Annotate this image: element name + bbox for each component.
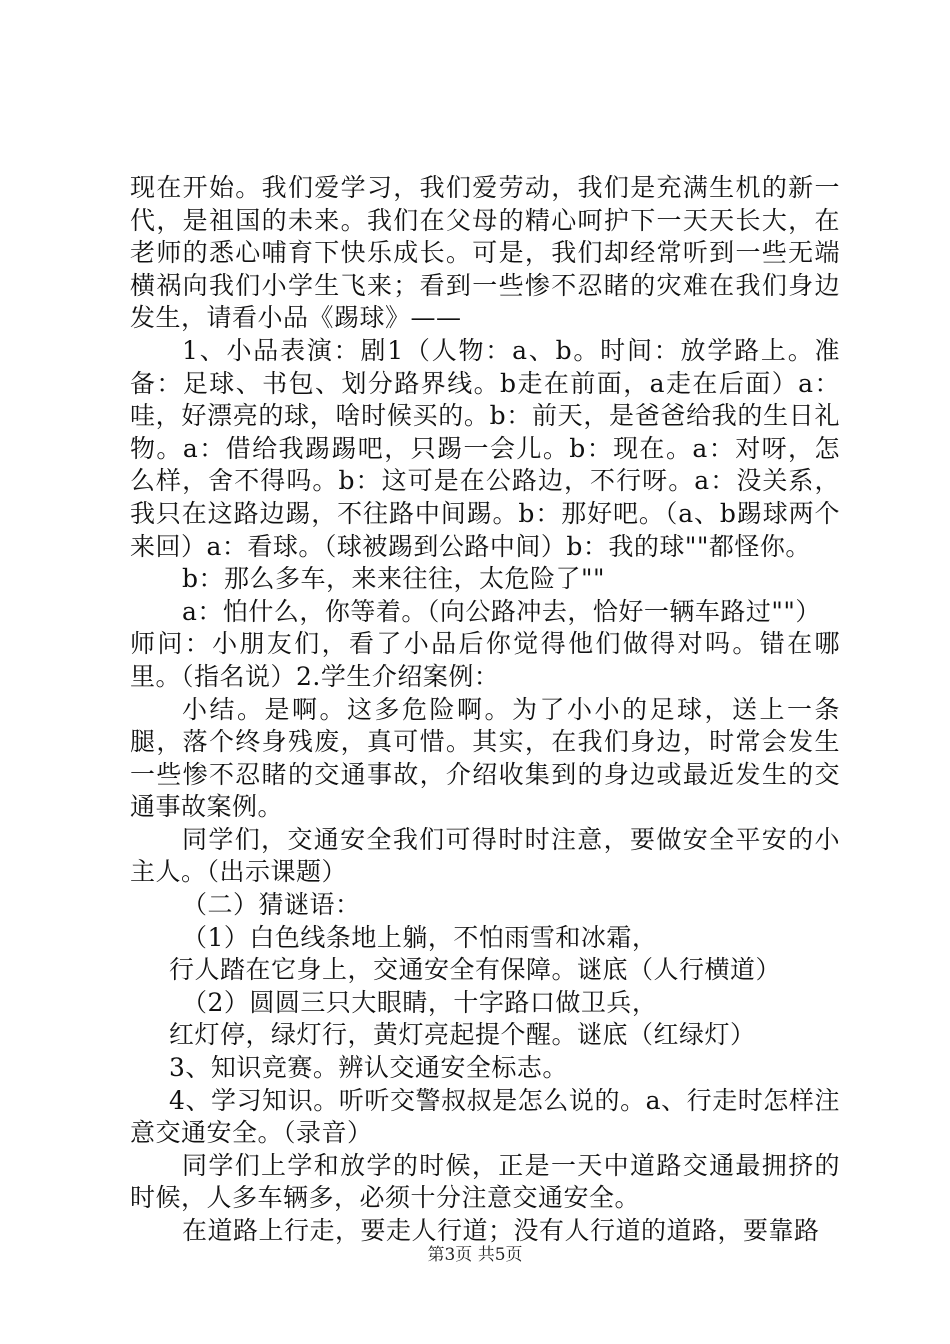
paragraph-rush-hour: 同学们上学和放学的时候，正是一天中道路交通最拥挤的时候，人多车辆多，必须十分注意交通安全。 <box>130 1150 840 1213</box>
paragraph-skit-performance: 1、小品表演：剧1（人物：a、b。时间：放学路上。准备：足球、书包、划分路界线。b走在前面，a走在后面）a：哇，好漂亮的球，啥时候买的。b：前天，是爸爸给我的生日礼物。a：借给我踢踢吧，只踢一会儿。b：现在。a：对呀，怎么样，舍不得吗。b：这可是在公路边，不行呀。a：没关系，我只在这路边踢，不往路中间踢。b：那好吧。（a、b踢球两个来回）a：看球。（球被踢到公路中间）b：我的球""都怪你。 <box>130 335 840 561</box>
page-footer: 第3页 共5页 <box>427 1245 523 1265</box>
paragraph-intro-continued: 现在开始。我们爱学习，我们爱劳动，我们是充满生机的新一代，是祖国的未来。我们在父母的精心呵护下一天天长大，在老师的悉心哺育下快乐成长。可是，我们却经常听到一些无端横祸向我们小学生飞来；看到一些惨不忍睹的灾难在我们身边发生，请看小品《踢球》—— <box>130 173 840 333</box>
paragraph-riddle-2-line-1: （2）圆圆三只大眼睛，十字路口做卫兵， <box>182 987 658 1017</box>
paragraph-riddle-2-line-2: 红灯停，绿灯行，黄灯亮起提个醒。谜底（红绿灯） <box>169 1020 756 1050</box>
paragraph-learn-knowledge: 4、学习知识。听听交警叔叔是怎么说的。a、行走时怎样注意交通安全。（录音） <box>130 1085 840 1148</box>
paragraph-riddle-1-line-1: （1）白色线条地上躺，不怕雨雪和冰霜， <box>182 922 658 952</box>
paragraph-skit-line-b: b：那么多车，来来往往，太危险了"" <box>182 564 606 594</box>
paragraph-teacher-question: 师问：小朋友们，看了小品后你觉得他们做得对吗。错在哪里。（指名说）2.学生介绍案例： <box>130 629 840 691</box>
paragraph-topic: 同学们，交通安全我们可得时时注意，要做安全平安的小主人。（出示课题） <box>130 824 840 887</box>
paragraph-summary: 小结。是啊。这多危险啊。为了小小的足球，送上一条腿，落个终身残废，真可惜。其实，在我们身边，时常会发生一些惨不忍睹的交通事故，介绍收集到的身边或最近发生的交通事故案例。 <box>130 694 840 822</box>
paragraph-riddles-heading: （二）猜谜语： <box>182 890 361 920</box>
paragraph-riddle-1-line-2: 行人踏在它身上，交通安全有保障。谜底（人行横道） <box>169 955 782 985</box>
body-text <box>130 172 840 1248</box>
paragraph-quiz: 3、知识竞赛。辨认交通安全标志。 <box>169 1053 568 1083</box>
paragraph-skit-line-a: a：怕什么，你等着。（向公路冲去，恰好一辆车路过""） <box>182 596 821 626</box>
paragraph-walking-rules: 在道路上行走，要走人行道；没有人行道的道路，要靠路 <box>182 1216 820 1245</box>
